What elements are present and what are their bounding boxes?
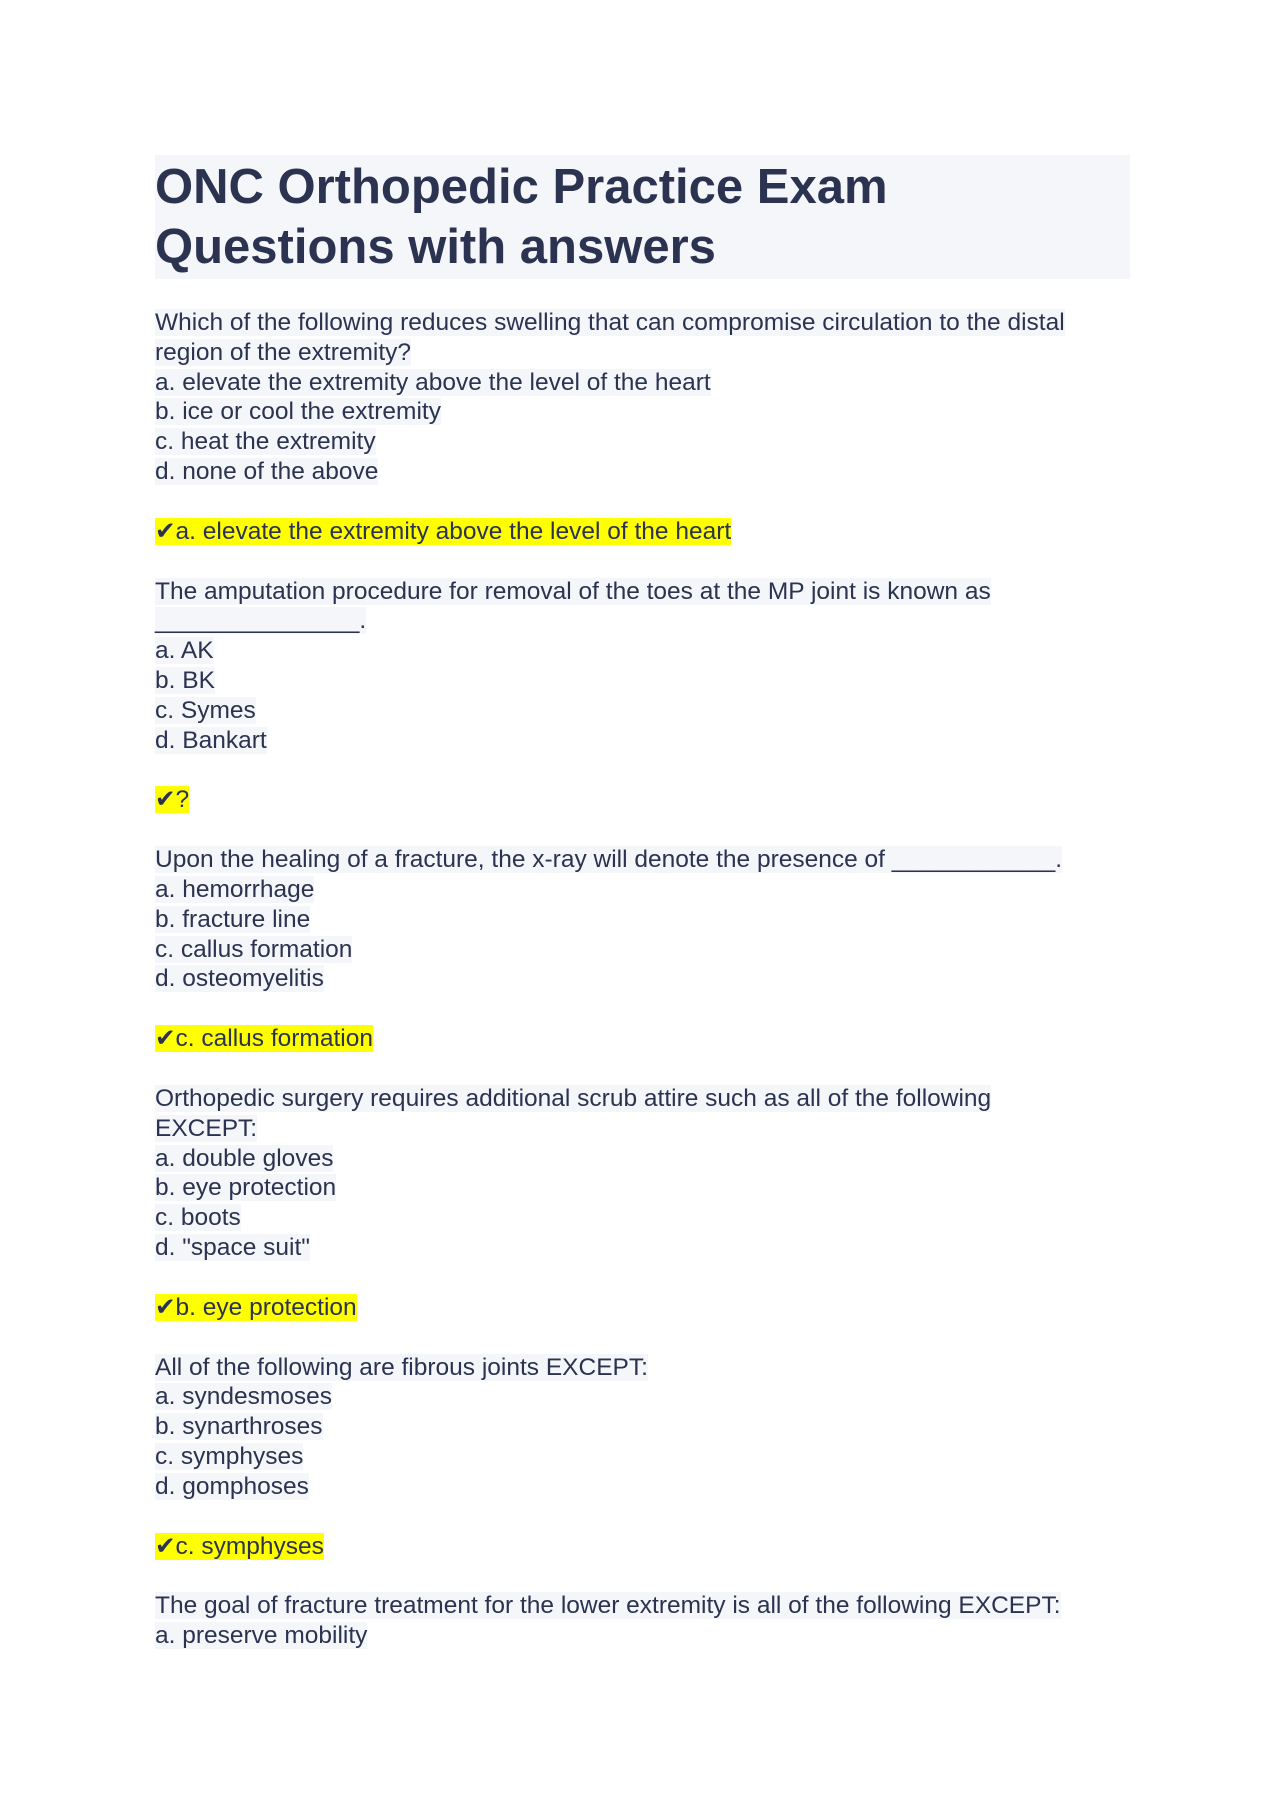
question-stem-line: The amputation procedure for removal of the toes at the MP joint is known as: [155, 577, 991, 605]
answer-option: b. eye protection: [155, 1174, 337, 1202]
answer-option: d. gomphoses: [155, 1472, 309, 1500]
question-block: [155, 1591, 1130, 1651]
question-block: [155, 845, 1130, 1054]
document-title: [155, 155, 1130, 279]
question-stem-line: _______________.: [155, 607, 367, 635]
correct-answer: [155, 517, 1130, 547]
correct-answer: [155, 1532, 1130, 1562]
question-stem-line: EXCEPT:: [155, 1114, 258, 1142]
correct-answer-text: ✔b. eye protection: [155, 1293, 357, 1321]
answer-option: c. callus formation: [155, 935, 353, 963]
answer-option: a. AK: [155, 637, 214, 665]
question-block: [155, 577, 1130, 816]
correct-answer: [155, 785, 1130, 815]
question-stem-line: region of the extremity?: [155, 338, 412, 366]
question: [155, 577, 1130, 756]
correct-answer-text: ✔a. elevate the extremity above the level of the heart: [155, 517, 732, 545]
correct-answer: [155, 1293, 1130, 1323]
question: [155, 1591, 1130, 1651]
document-page: [155, 155, 1130, 1651]
answer-option: b. synarthroses: [155, 1413, 323, 1441]
question-list: [155, 308, 1130, 1651]
question-stem-line: The goal of fracture treatment for the lower extremity is all of the following EXCEPT:: [155, 1592, 1061, 1620]
question: [155, 1084, 1130, 1263]
answer-option: c. heat the extremity: [155, 428, 376, 456]
question-block: [155, 308, 1130, 547]
answer-option: a. syndesmoses: [155, 1383, 333, 1411]
answer-option: d. Bankart: [155, 726, 267, 754]
title-line-2: Questions with answers: [155, 220, 716, 274]
answer-option: d. none of the above: [155, 457, 379, 485]
answer-option: c. symphyses: [155, 1442, 304, 1470]
answer-option: b. fracture line: [155, 905, 311, 933]
question: [155, 1353, 1130, 1502]
question-stem-line: All of the following are fibrous joints EXCEPT:: [155, 1353, 648, 1381]
answer-option: b. BK: [155, 666, 215, 694]
answer-option: d. "space suit": [155, 1233, 310, 1261]
answer-option: c. boots: [155, 1204, 241, 1232]
question: [155, 845, 1130, 994]
question-block: [155, 1084, 1130, 1323]
correct-answer-text: ✔c. callus formation: [155, 1025, 373, 1053]
question-stem-line: Orthopedic surgery requires additional scrub attire such as all of the following: [155, 1084, 992, 1112]
answer-option: a. elevate the extremity above the level of the heart: [155, 368, 711, 396]
question-stem-line: Upon the healing of a fracture, the x-ray will denote the presence of ____________.: [155, 846, 1063, 874]
question: [155, 308, 1130, 487]
answer-option: a. preserve mobility: [155, 1622, 368, 1650]
question-block: [155, 1353, 1130, 1562]
answer-option: d. osteomyelitis: [155, 965, 324, 993]
correct-answer-text: ✔?: [155, 786, 190, 814]
title-line-1: ONC Orthopedic Practice Exam: [155, 160, 888, 214]
answer-option: a. hemorrhage: [155, 875, 315, 903]
correct-answer-text: ✔c. symphyses: [155, 1532, 324, 1560]
question-stem-line: Which of the following reduces swelling that can compromise circulation to the distal: [155, 309, 1065, 336]
answer-option: c. Symes: [155, 696, 256, 724]
answer-option: a. double gloves: [155, 1144, 334, 1172]
correct-answer: [155, 1024, 1130, 1054]
answer-option: b. ice or cool the extremity: [155, 398, 441, 426]
